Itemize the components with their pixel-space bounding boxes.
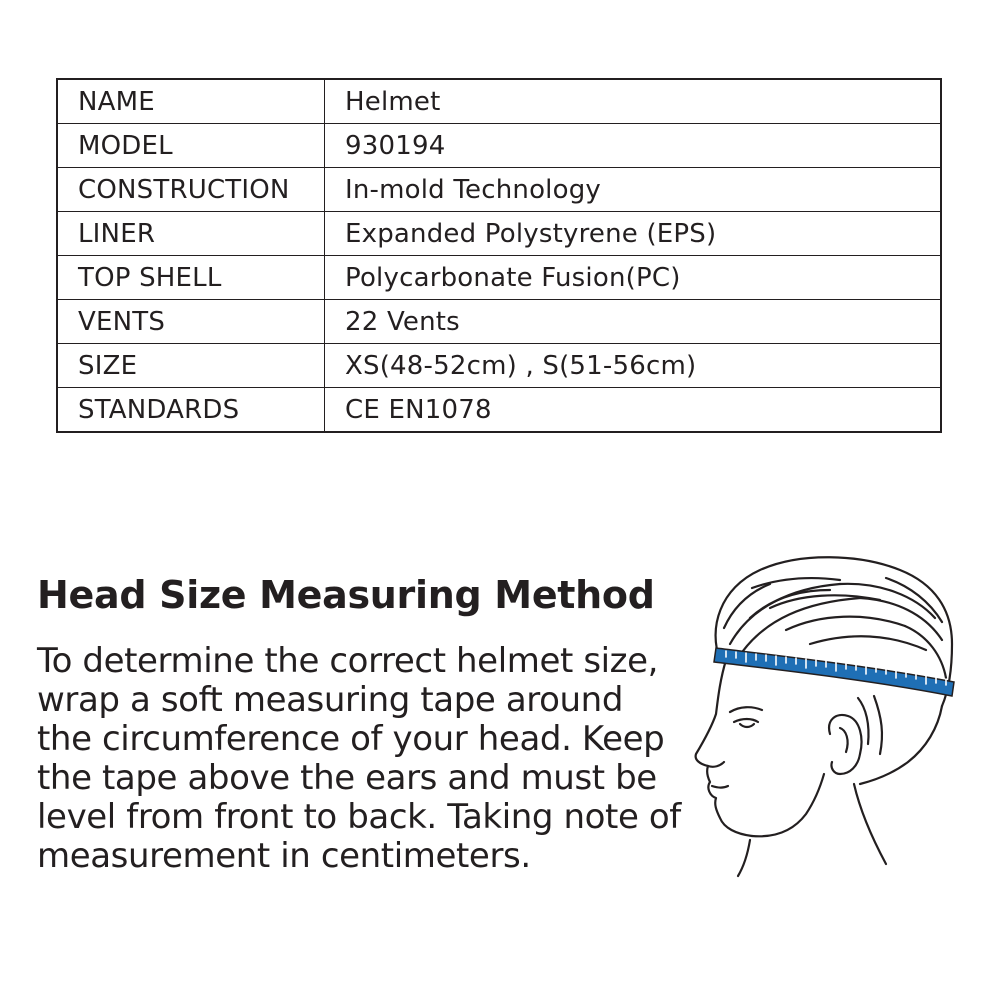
spec-label: LINER [57,212,325,256]
table-row [57,79,941,124]
measuring-title: Head Size Measuring Method [37,573,655,617]
measuring-section [37,570,687,876]
spec-label: CONSTRUCTION [57,168,325,212]
spec-label: MODEL [57,124,325,168]
table-row [57,256,941,300]
table-row [57,388,941,433]
spec-value: XS(48-52cm) , S(51-56cm) [325,344,942,388]
spec-value: In-mold Technology [325,168,942,212]
table-row [57,212,941,256]
spec-value: CE EN1078 [325,388,942,433]
spec-label: SIZE [57,344,325,388]
spec-label: VENTS [57,300,325,344]
spec-label: STANDARDS [57,388,325,433]
spec-table [56,78,942,433]
spec-value: 22 Vents [325,300,942,344]
ear [829,715,861,774]
head-with-measuring-tape-icon [690,548,980,878]
table-row [57,124,941,168]
table-row [57,344,941,388]
face-profile [696,660,752,836]
spec-value: Polycarbonate Fusion(PC) [325,256,942,300]
spec-value: Expanded Polystyrene (EPS) [325,212,942,256]
spec-value: 930194 [325,124,942,168]
measuring-instructions: To determine the correct helmet size, wrap a soft measuring tape around the circumference of your head. Keep the tape above the ears and must be level from front to back. Taking note of measurement in centimeters. [37,641,681,876]
spec-value: Helmet [325,79,942,124]
spec-label: NAME [57,79,325,124]
table-row [57,168,941,212]
spec-label: TOP SHELL [57,256,325,300]
table-row [57,300,941,344]
measuring-tape [714,648,954,696]
